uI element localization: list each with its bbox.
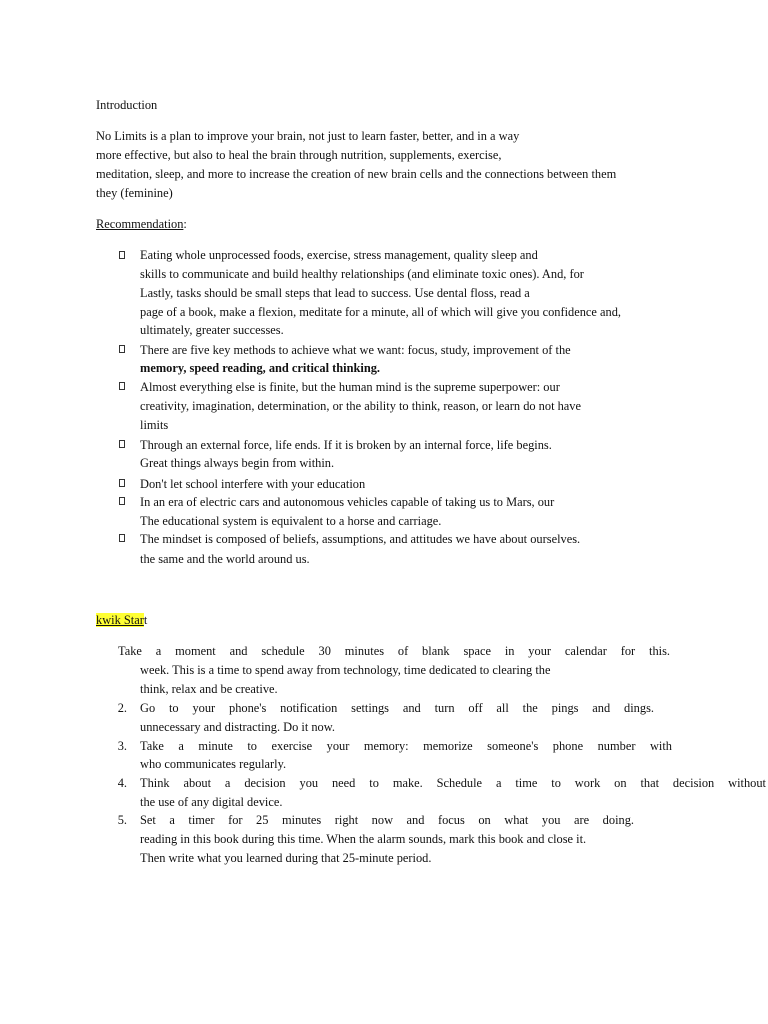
kwik-start-heading-highlight: kwik Star bbox=[96, 613, 144, 627]
bullet-box-icon bbox=[119, 534, 125, 542]
bullet-box-icon bbox=[119, 345, 125, 353]
bullet-3-line-1: Almost everything else is finite, but the human mind is the supreme superpower: our bbox=[140, 380, 560, 394]
bullet-7-line-2: the same and the world around us. bbox=[140, 552, 310, 566]
kwik-item-2-line-2: unnecessary and distracting. Do it now. bbox=[140, 720, 335, 734]
bullet-1-line-4: page of a book, make a flexion, meditate for a minute, all of which will give you confidence and, bbox=[140, 305, 622, 319]
bullet-2-line-2: memory, speed reading, and critical thinking. bbox=[140, 361, 381, 375]
intro-line-1: No Limits is a plan to improve your brain, not just to learn faster, better, and in a way bbox=[96, 129, 520, 143]
bullet-3-line-3: limits bbox=[140, 418, 169, 432]
recommendation-heading-text: Recommendation bbox=[96, 217, 184, 231]
bullet-box-icon bbox=[119, 479, 125, 487]
bullet-2-line-2-wrap bbox=[140, 361, 380, 376]
kwik-item-4-line-1: Think about a decision you need to make. Schedule a time to work on that decision without bbox=[140, 776, 766, 790]
kwik-item-2-number: 2. bbox=[117, 701, 127, 715]
recommendation-heading bbox=[96, 217, 187, 232]
kwik-item-1-line-2: week. This is a time to spend away from technology, time dedicated to clearing the bbox=[140, 663, 551, 677]
bullet-6-line-2: The educational system is equivalent to a horse and carriage. bbox=[140, 514, 442, 528]
bullet-6-line-1: In an era of electric cars and autonomous vehicles capable of taking us to Mars, our bbox=[140, 495, 555, 509]
bullet-1-line-2: skills to communicate and build healthy relationships (and eliminate toxic ones). And, for bbox=[140, 267, 584, 281]
bullet-4-line-1: Through an external force, life ends. If it is broken by an internal force, life begins. bbox=[140, 438, 552, 452]
bullet-4-line-2: Great things always begin from within. bbox=[140, 456, 335, 470]
bullet-2-line-1: There are five key methods to achieve what we want: focus, study, improvement of the bbox=[140, 343, 571, 357]
bullet-3-line-2: creativity, imagination, determination, or the ability to think, reason, or learn do not have bbox=[140, 399, 582, 413]
kwik-item-1-line-1: Take a moment and schedule 30 minutes of blank space in your calendar for this. bbox=[118, 644, 670, 658]
bullet-box-icon bbox=[119, 382, 125, 390]
intro-heading: Introduction bbox=[96, 98, 158, 112]
bullet-box-icon bbox=[119, 497, 125, 505]
kwik-item-5-line-1: Set a timer for 25 minutes right now and focus on what you are doing. bbox=[140, 813, 634, 827]
intro-line-4: they (feminine) bbox=[96, 186, 173, 200]
bullet-box-icon bbox=[119, 251, 125, 259]
intro-line-3: meditation, sleep, and more to increase the creation of new brain cells and the connections between them bbox=[96, 167, 617, 181]
bullet-1-line-3: Lastly, tasks should be small steps that lead to success. Use dental floss, read a bbox=[140, 286, 530, 300]
bullet-box-icon bbox=[119, 440, 125, 448]
kwik-start-heading bbox=[96, 613, 147, 628]
kwik-item-5-line-3: Then write what you learned during that 25-minute period. bbox=[140, 851, 432, 865]
bullet-1-line-1: Eating whole unprocessed foods, exercise, stress management, quality sleep and bbox=[140, 248, 538, 262]
kwik-item-3-number: 3. bbox=[117, 739, 127, 753]
bullet-1-line-5: ultimately, greater successes. bbox=[140, 323, 284, 337]
kwik-start-heading-rest: t bbox=[143, 613, 148, 627]
kwik-item-5-number: 5. bbox=[117, 813, 127, 827]
kwik-item-4-line-2: the use of any digital device. bbox=[140, 795, 283, 809]
kwik-item-4-number: 4. bbox=[117, 776, 127, 790]
kwik-item-1-line-3: think, relax and be creative. bbox=[140, 682, 278, 696]
recommendation-heading-colon: : bbox=[183, 217, 187, 231]
kwik-item-5-line-2: reading in this book during this time. When the alarm sounds, mark this book and close it. bbox=[140, 832, 587, 846]
bullet-7-line-1: The mindset is composed of beliefs, assumptions, and attitudes we have about ourselves. bbox=[140, 532, 581, 546]
kwik-item-3-line-1: Take a minute to exercise your memory: memorize someone's phone number with bbox=[140, 739, 672, 753]
kwik-item-3-line-2: who communicates regularly. bbox=[140, 757, 287, 771]
intro-line-2: more effective, but also to heal the brain through nutrition, supplements, exercise, bbox=[96, 148, 502, 162]
bullet-5-line-1: Don't let school interfere with your education bbox=[140, 477, 366, 491]
kwik-item-2-line-1: Go to your phone's notification settings and turn off all the pings and dings. bbox=[140, 701, 654, 715]
